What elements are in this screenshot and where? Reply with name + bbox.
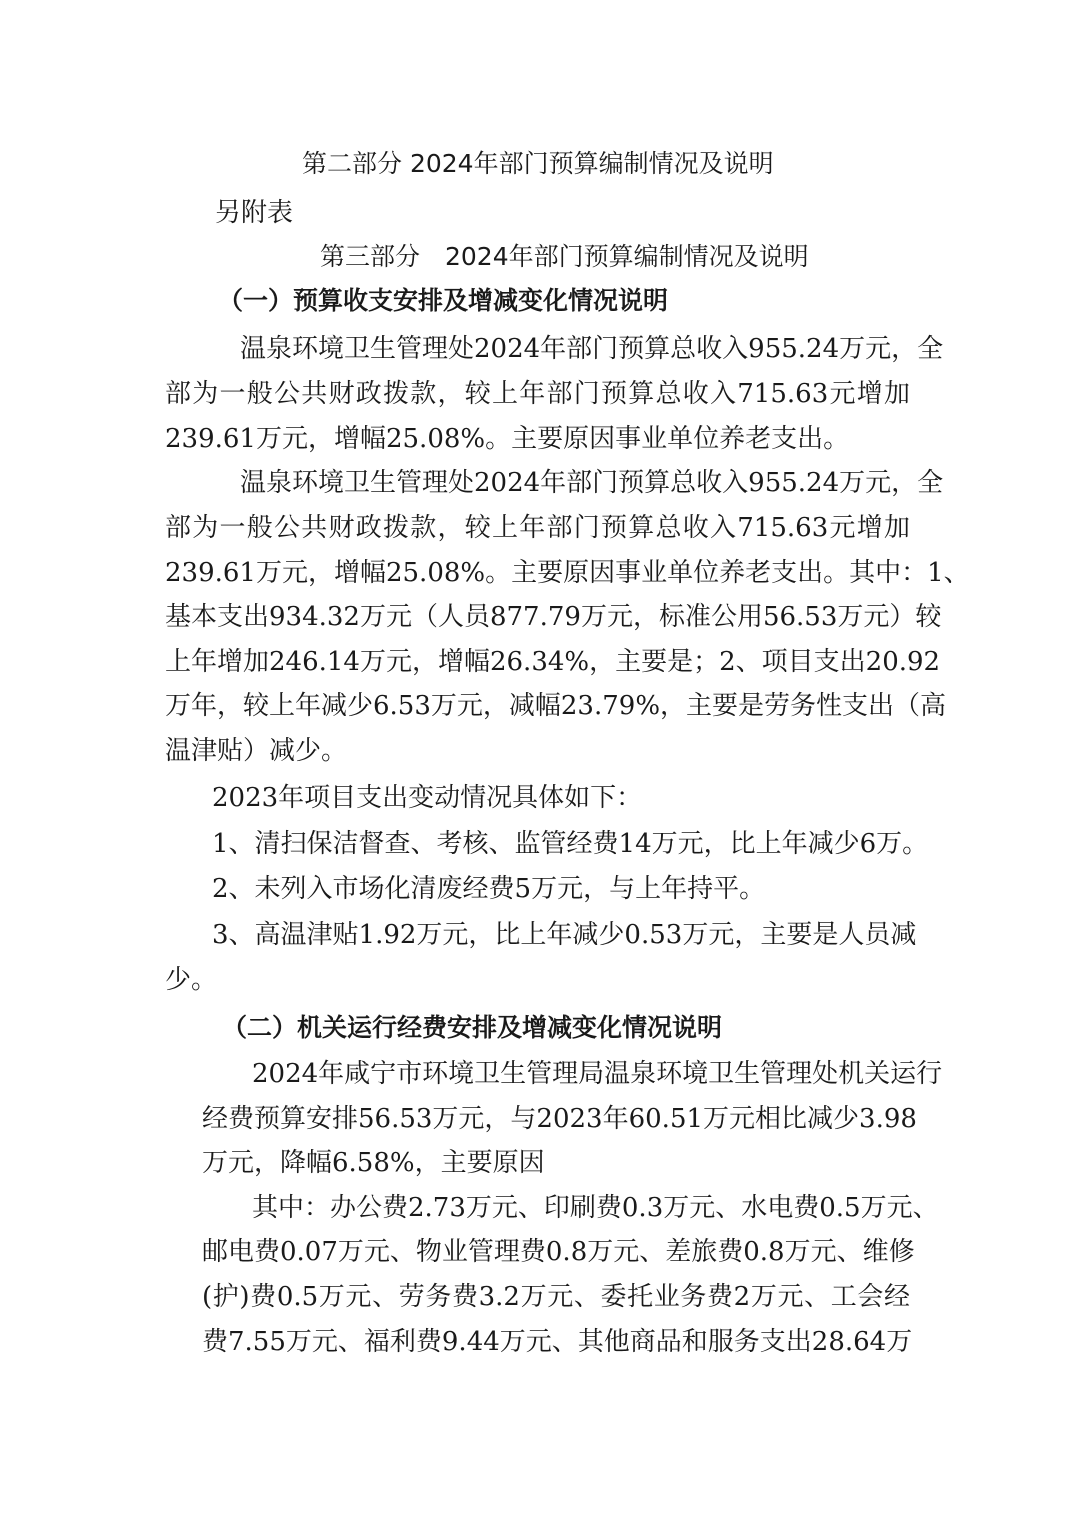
project-item: 3、高温津贴1.92万元，比上年减少0.53万元，主要是人员减 [212, 920, 917, 950]
section1-para1-line: 239.61万元，增幅25.08%。主要原因事业单位养老支出。 [165, 424, 850, 454]
part2-title: 第二部分 2024年部门预算编制情况及说明 [302, 149, 774, 178]
project-item: 1、清扫保洁督查、考核、监管经费14万元，比上年减少6万。 [212, 829, 929, 859]
section2-para2-line: (护)费0.5万元、劳务费3.2万元、委托业务费2万元、工会经 [202, 1282, 910, 1312]
section1-heading: （一）预算收支安排及增减变化情况说明 [218, 286, 669, 315]
section2-para1-line: 万元，降幅6.58%，主要原因 [202, 1148, 545, 1178]
project-intro: 2023年项目支出变动情况具体如下： [212, 783, 643, 813]
section2-para2-line: 其中：办公费2.73万元、印刷费0.3万元、水电费0.5万元、 [252, 1193, 939, 1223]
project-item: 少。 [165, 965, 218, 995]
section1-para2-line: 部为一般公共财政拨款，较上年部门预算总收入715.63元增加 [165, 513, 910, 543]
part3-title: 第三部分 2024年部门预算编制情况及说明 [320, 242, 809, 271]
section2-heading: （二）机关运行经费安排及增减变化情况说明 [222, 1013, 723, 1042]
section1-para1-line: 部为一般公共财政拨款，较上年部门预算总收入715.63元增加 [165, 379, 910, 409]
section1-para2-line: 万年，较上年减少6.53万元，减幅23.79%，主要是劳务性支出（高 [165, 691, 947, 721]
section2-para1-line: 经费预算安排56.53万元，与2023年60.51万元相比减少3.98 [202, 1104, 917, 1134]
section1-para2-line: 239.61万元，增幅25.08%。主要原因事业单位养老支出。其中：1、 [165, 558, 970, 588]
section1-para2-line: 温泉环境卫生管理处2024年部门预算总收入955.24万元，全 [240, 468, 944, 498]
section1-para2-line: 基本支出934.32万元（人员877.79万元，标准公用56.53万元）较 [165, 602, 942, 632]
attach-note: 另附表 [215, 198, 294, 228]
section2-para2-line: 费7.55万元、福利费9.44万元、其他商品和服务支出28.64万 [202, 1327, 913, 1357]
section2-para1-line: 2024年咸宁市环境卫生管理局温泉环境卫生管理处机关运行 [252, 1059, 943, 1089]
section2-para2-line: 邮电费0.07万元、物业管理费0.8万元、差旅费0.8万元、维修 [202, 1237, 915, 1267]
section1-para1-line: 温泉环境卫生管理处2024年部门预算总收入955.24万元，全 [240, 334, 944, 364]
project-item: 2、未列入市场化清废经费5万元，与上年持平。 [212, 874, 766, 904]
section1-para2-line: 上年增加246.14万元，增幅26.34%，主要是；2、项目支出20.92 [165, 647, 941, 677]
section1-para2-line: 温津贴）减少。 [165, 736, 348, 766]
